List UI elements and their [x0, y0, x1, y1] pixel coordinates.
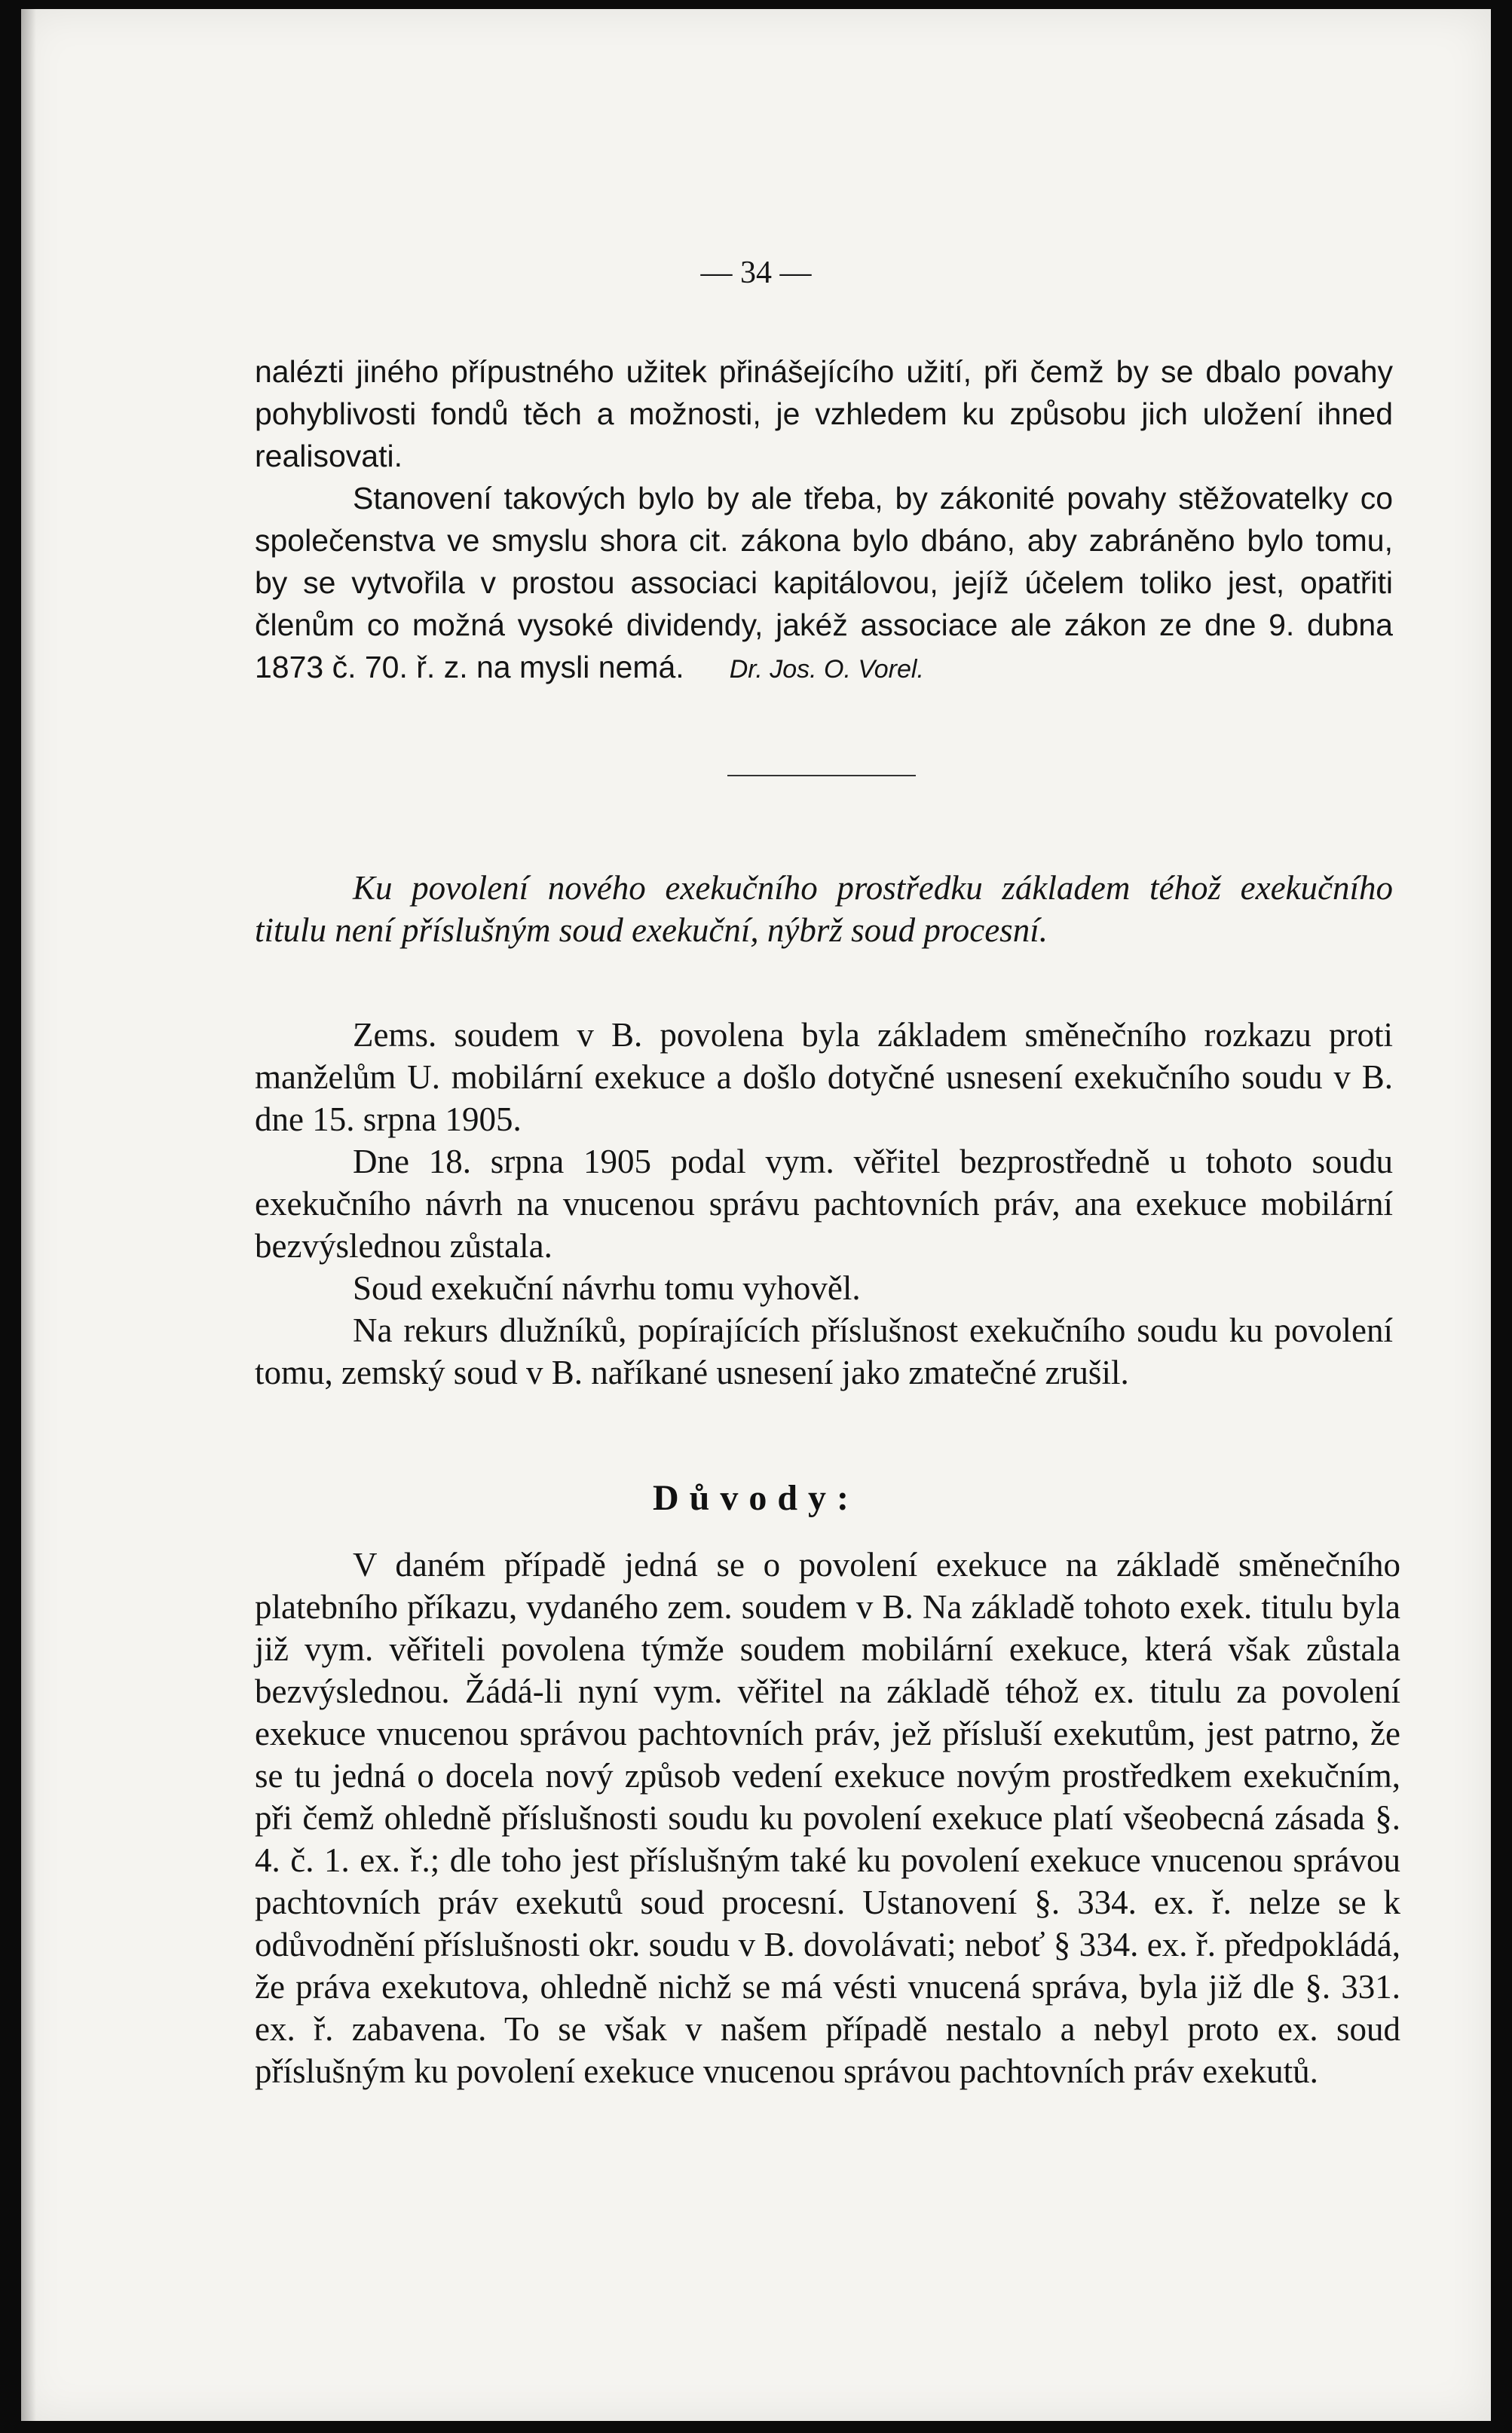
headnote: Ku povolení nového exekučního prostředku základem téhož exekučního titulu není příslušným soud exekuční, nýbrž soud procesní.: [255, 869, 1393, 949]
page-spine-shadow: [21, 9, 36, 2421]
facts-section: [255, 1014, 1393, 1394]
facts-paragraph-2: Dne 18. srpna 1905 podal vym. věřitel bezprostředně u tohoto soudu exekučního návrh na vnucenou správu pachtovních práv, ana exekuce mobilární bezvýslednou zůstala.: [255, 1143, 1393, 1265]
reasons-section: [255, 1544, 1400, 2092]
section-divider: [727, 775, 916, 776]
facts-paragraph-1: Zems. soudem v B. povolena byla základem směnečního rozkazu proti manželům U. mobilární exekuce a došlo dotyčné usnesení exekučního soudu v B. dne 15. srpna 1905.: [255, 1016, 1393, 1138]
facts-paragraph-4: Na rekurs dlužníků, popírajících příslušnost exekučního soudu ku povolení tomu, zemský soud v B. naříkané usnesení jako zmatečné zrušil.: [255, 1311, 1393, 1391]
intro-paragraph-2-text: Stanovení takových bylo by ale třeba, by zákonité povahy stěžovatelky co společenstva ve smyslu shora cit. zákona bylo dbáno, aby zabráněno bylo tomu, by se vytvořila v prostou associaci kapitálovou, jejíž účelem toliko jest, opatřiti členům co možná vysoké dividendy, jakéž associace ale zákon ze dne 9. dubna 1873 č. 70. ř. z. na mysli nemá.: [255, 481, 1393, 684]
facts-paragraph-3: Soud exekuční návrhu tomu vyhověl.: [353, 1269, 861, 1307]
intro-section: [255, 350, 1393, 690]
author-signature: Dr. Jos. O. Vorel.: [729, 655, 924, 684]
page-number: — 34 —: [700, 256, 812, 290]
intro-paragraph-2: [255, 477, 1393, 690]
reasons-heading: Důvody:: [652, 1478, 860, 1518]
reasons-paragraph: V daném případě jedná se o povolení exekuce na základě směnečního platebního příkazu, vydaného zem. soudem v B. Na základě tohoto exek. titulu byla již vym. věřiteli povolena týmže soudem mobilární exekuce, která však zůstala bezvýslednou. Žádá-li nyní vym. věřitel na základě téhož ex. titulu za povolení exekuce vnucenou správou pachtovních práv, jež přísluší exekutům, jest patrno, že se tu jedná o docela nový způsob vedení exekuce novým prostředkem exekučním, při čemž ohledně příslušnosti soudu ku povolení exekuce platí všeobecná zásada §. 4. č. 1. ex. ř.; dle toho jest příslušným také ku povolení exekuce vnucenou správou pachtovních práv exekutů soud procesní. Ustanovení §. 334. ex. ř. nelze se k odůvodnění příslušnosti okr. soudu v B. dovolávati; neboť § 334. ex. ř. předpokládá, že práva exekutova, ohledně nichž se má vésti vnucená správa, byla již dle §. 331. ex. ř. zabavena. To se však v našem případě nestalo a nebyl proto ex. soud příslušným ku povolení exekuce vnucenou správou pachtovních práv exekutů.: [255, 1546, 1400, 2090]
intro-paragraph-1: nalézti jiného přípustného užitek přinášejícího užití, při čemž by se dbalo povahy pohyblivosti fondů těch a možnosti, je vzhledem ku způsobu jich uložení ihned realisovati.: [255, 354, 1393, 473]
